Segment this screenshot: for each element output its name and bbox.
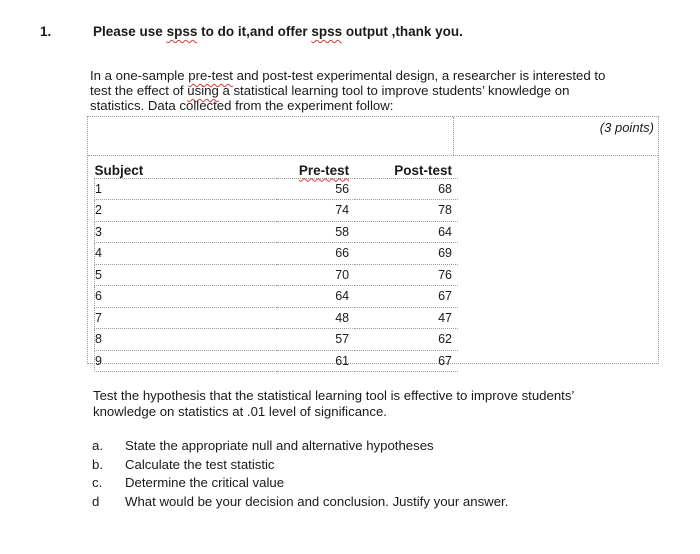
header-post-test: Post-test: [355, 157, 458, 178]
cell-post-test: 76: [355, 264, 458, 286]
table-header-row: [95, 157, 459, 178]
question-number: 1.: [40, 24, 52, 39]
cell-subject: 1: [95, 178, 277, 200]
list-item-text: What would be your decision and conclusion. Justify your answer.: [125, 493, 509, 509]
frame-header-row: [88, 117, 658, 156]
list-item-text: State the appropriate null and alternative hypotheses: [125, 438, 434, 453]
table-row: [95, 350, 459, 372]
table-row: [95, 329, 459, 351]
cell-pre-test: 48: [277, 307, 356, 329]
intro-paragraph: [90, 68, 650, 113]
cell-pre-test: 70: [277, 264, 356, 286]
cell-subject: 7: [95, 307, 277, 329]
cell-post-test: 67: [355, 350, 458, 372]
cell-pre-test: 57: [277, 329, 356, 351]
intro-text: test the effect of: [90, 83, 188, 98]
heading-part: output ,thank you.: [342, 24, 463, 39]
cell-pre-test: 64: [277, 286, 356, 308]
cell-post-test: 47: [355, 307, 458, 329]
cell-post-test: 62: [355, 329, 458, 351]
intro-line-2: [90, 83, 650, 98]
question-frame: [87, 116, 659, 368]
data-table: [94, 157, 458, 372]
heading-part-spss: spss: [166, 24, 198, 39]
cell-post-test: 64: [355, 221, 458, 243]
table-row: [95, 307, 459, 329]
cell-subject: 8: [95, 329, 277, 351]
table-row: [95, 221, 459, 243]
cell-post-test: 67: [355, 286, 458, 308]
intro-line-1: [90, 68, 650, 83]
heading-part-spss: spss: [311, 24, 343, 39]
cell-post-test: 78: [355, 200, 458, 222]
intro-line-3: [90, 98, 650, 113]
cell-subject: 2: [95, 200, 277, 222]
cell-pre-test: 61: [277, 350, 356, 372]
list-item-label: b.: [92, 456, 103, 472]
intro-text: In a one-sample: [90, 68, 189, 83]
cell-post-test: 68: [355, 178, 458, 200]
table-row: [95, 178, 459, 200]
list-item-text: Determine the critical value: [125, 475, 285, 490]
cell-subject: 6: [95, 286, 277, 308]
header-subject: Subject: [95, 157, 277, 178]
table-row: [95, 286, 459, 308]
intro-text-flagged: pre-test: [188, 68, 233, 83]
cell-subject: 3: [95, 221, 277, 243]
hypothesis-text: Test the hypothesis that the statistical learning tool is effective to improve students’ knowledge on statistics at .01 level of significance.: [93, 388, 574, 419]
list-item-text: Calculate the test statistic: [125, 456, 275, 472]
table-row: [95, 200, 459, 222]
table-row: [95, 243, 459, 265]
heading-part: Please use: [93, 24, 167, 39]
cell-subject: 5: [95, 264, 277, 286]
list-item-label: c.: [92, 475, 103, 490]
cell-pre-test: 56: [277, 178, 356, 200]
intro-text: statistics. Data collected from the experiment follow:: [90, 98, 394, 113]
intro-text-flagged: using: [187, 83, 219, 98]
points-label: (3 points): [599, 120, 654, 135]
list-item-label: a.: [92, 438, 103, 453]
cell-post-test: 69: [355, 243, 458, 265]
frame-divider: [453, 117, 454, 155]
intro-text: a statistical learning tool to improve students’ knowledge on: [218, 83, 570, 98]
cell-subject: 4: [95, 243, 277, 265]
header-pre-test-label: Pre-test: [298, 162, 350, 178]
intro-text: and post-test experimental design, a researcher is interested to: [232, 68, 606, 83]
header-pre-test: [277, 157, 356, 178]
cell-subject: 9: [95, 350, 277, 372]
cell-pre-test: 58: [277, 221, 356, 243]
list-item-label: d: [92, 493, 100, 509]
cell-pre-test: 66: [277, 243, 356, 265]
heading-part: to do it,and offer: [197, 24, 312, 39]
question-heading: [93, 24, 463, 39]
cell-pre-test: 74: [277, 200, 356, 222]
table-row: [95, 264, 459, 286]
